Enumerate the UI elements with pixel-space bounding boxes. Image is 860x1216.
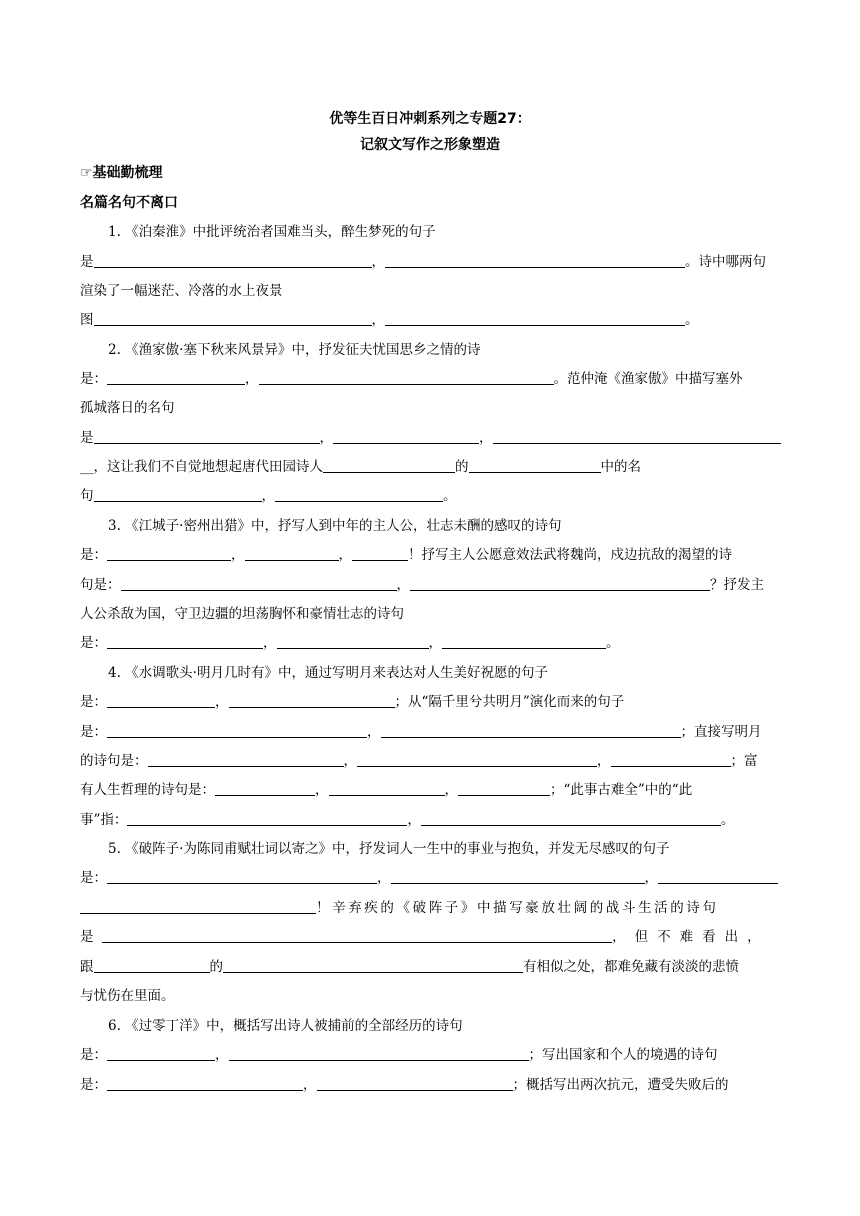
q5-prompt: 5. 《破阵子·为陈同甫赋壮词以寄之》中，抒发词人一生中的事业与抱负，并发无尽感叹的句子 bbox=[108, 841, 670, 857]
answer-blank[interactable] bbox=[102, 927, 612, 943]
comma: ， bbox=[371, 254, 385, 270]
answer-blank[interactable] bbox=[381, 722, 681, 738]
q4-prompt: 4. 《水调歌头·明月几时有》中，通过写明月来表达对人生美好祝愿的句子 bbox=[108, 665, 548, 681]
comma: ， bbox=[597, 753, 611, 769]
answer-blank[interactable] bbox=[385, 310, 685, 326]
subsection-heading: 名篇名句不离口 bbox=[80, 195, 178, 211]
answer-blank[interactable] bbox=[223, 957, 523, 973]
comma: ， bbox=[231, 547, 245, 563]
comma: ， bbox=[303, 1077, 317, 1093]
q5-text: ！辛弃疾的《破阵子》中描写豪放壮阔的战斗生活的诗句 bbox=[316, 900, 719, 916]
q4-line6 bbox=[80, 808, 782, 832]
document-title: 优等生百日冲刺系列之专题27： bbox=[329, 111, 531, 127]
comma: ， bbox=[215, 1047, 229, 1063]
answer-blank[interactable] bbox=[323, 457, 455, 473]
q4-text: 事”指： bbox=[80, 812, 128, 828]
q5-line6: 与忧伤在里面。 bbox=[80, 988, 175, 1004]
comma: ， bbox=[407, 812, 421, 828]
period: 。 bbox=[606, 635, 620, 651]
answer-blank[interactable] bbox=[317, 1075, 513, 1091]
comma: ， bbox=[315, 782, 329, 798]
comma: ， bbox=[644, 870, 658, 886]
answer-blank[interactable] bbox=[94, 957, 210, 973]
q6-line2 bbox=[80, 1043, 782, 1067]
q3-line5 bbox=[80, 631, 782, 655]
answer-blank[interactable] bbox=[148, 751, 344, 767]
q1-line4 bbox=[80, 308, 782, 332]
answer-blank[interactable] bbox=[357, 751, 597, 767]
q4-line2 bbox=[80, 690, 782, 714]
answer-blank[interactable] bbox=[329, 780, 445, 796]
q1-line2 bbox=[80, 250, 782, 274]
comma: ， bbox=[396, 577, 410, 593]
q2-text: 。范仲淹《渔家傲》中描写塞外 bbox=[553, 371, 743, 387]
q4-line4 bbox=[80, 749, 782, 773]
q3-line3 bbox=[80, 573, 782, 597]
answer-blank[interactable] bbox=[94, 428, 320, 444]
q5-text: 是： bbox=[80, 870, 107, 886]
answer-blank[interactable] bbox=[259, 369, 554, 385]
answer-blank[interactable] bbox=[215, 780, 315, 796]
q5-text: ，但不难看出， bbox=[612, 929, 770, 945]
q2-text: 是 bbox=[80, 430, 94, 446]
q2-text: 中的名 bbox=[600, 459, 641, 475]
answer-blank[interactable] bbox=[493, 428, 781, 444]
q4-text: ；“此事古难全”中的“此 bbox=[550, 782, 693, 798]
q2-text: 是： bbox=[80, 371, 107, 387]
q3-text: 是： bbox=[80, 635, 107, 651]
answer-blank[interactable] bbox=[107, 1075, 303, 1091]
q1-prompt: 1. 《泊秦淮》中批评统治者国难当头，醉生梦死的句子 bbox=[108, 224, 436, 240]
q6-prompt: 6. 《过零丁洋》中，概括写出诗人被捕前的全部经历的诗句 bbox=[108, 1018, 463, 1034]
q5-text: 是 bbox=[80, 929, 94, 945]
comma: ， bbox=[245, 371, 259, 387]
q4-text: 是： bbox=[80, 694, 107, 710]
answer-blank[interactable] bbox=[127, 810, 407, 826]
q4-line3 bbox=[80, 720, 782, 744]
q3-line2 bbox=[80, 543, 782, 567]
comma: ， bbox=[371, 312, 385, 328]
answer-blank[interactable] bbox=[94, 486, 262, 502]
q2-line3: 孤城落日的名句 bbox=[80, 400, 175, 416]
q2-text: __，这让我们不自觉地想起唐代田园诗人 bbox=[80, 459, 323, 475]
q5-text: 有相似之处，都难免藏有淡淡的悲愤 bbox=[523, 959, 739, 975]
q6-text: ；写出国家和个人的境遇的诗句 bbox=[528, 1047, 718, 1063]
comma: ， bbox=[319, 430, 333, 446]
answer-blank[interactable] bbox=[107, 868, 377, 884]
answer-blank[interactable] bbox=[245, 545, 339, 561]
q2-text: 句 bbox=[80, 488, 94, 504]
q6-line3 bbox=[80, 1073, 782, 1097]
answer-blank[interactable] bbox=[107, 1045, 215, 1061]
answer-blank[interactable] bbox=[611, 751, 731, 767]
q2-prompt: 2. 《渔家傲·塞下秋来风景异》中，抒发征夫忧国思乡之情的诗 bbox=[108, 342, 481, 358]
q4-text: ；富 bbox=[730, 753, 758, 769]
comma: ， bbox=[261, 488, 275, 504]
answer-blank[interactable] bbox=[80, 898, 316, 914]
q4-text: 是： bbox=[80, 724, 107, 740]
q3-text: ？抒发主 bbox=[710, 577, 764, 593]
document-subtitle: 记叙文写作之形象塑造 bbox=[360, 137, 500, 153]
answer-blank[interactable] bbox=[421, 810, 721, 826]
comma: ， bbox=[263, 635, 277, 651]
q4-line5 bbox=[80, 778, 782, 802]
q4-text: 的诗句是： bbox=[80, 753, 148, 769]
q3-text: 是： bbox=[80, 547, 107, 563]
comma: ， bbox=[428, 635, 442, 651]
q2-line4 bbox=[80, 426, 782, 450]
answer-blank[interactable] bbox=[410, 575, 710, 591]
q5-line4 bbox=[80, 925, 782, 949]
comma: ， bbox=[343, 753, 357, 769]
answer-blank[interactable] bbox=[277, 633, 429, 649]
answer-blank[interactable] bbox=[94, 252, 372, 268]
q1-text: 是 bbox=[80, 254, 94, 270]
comma: ， bbox=[338, 547, 352, 563]
q4-text: ；直接写明月 bbox=[680, 724, 762, 740]
answer-blank[interactable] bbox=[229, 692, 395, 708]
comma: ， bbox=[215, 694, 229, 710]
q1-line3: 渲染了一幅迷茫、冷落的水上夜景 bbox=[80, 283, 283, 299]
comma: ， bbox=[479, 430, 493, 446]
comma: ， bbox=[377, 870, 391, 886]
answer-blank[interactable] bbox=[469, 457, 601, 473]
answer-blank[interactable] bbox=[391, 868, 645, 884]
answer-blank[interactable] bbox=[275, 486, 443, 502]
q6-text: ；概括写出两次抗元，遭受失败后的 bbox=[512, 1077, 729, 1093]
period: 。 bbox=[443, 488, 457, 504]
answer-blank[interactable] bbox=[658, 868, 778, 884]
q3-prompt: 3. 《江城子·密州出猎》中，抒写人到中年的主人公，壮志未酬的感叹的诗句 bbox=[108, 518, 562, 534]
answer-blank[interactable] bbox=[442, 633, 606, 649]
q3-text: 句是： bbox=[80, 577, 121, 593]
answer-blank[interactable] bbox=[352, 545, 408, 561]
answer-blank[interactable] bbox=[107, 722, 367, 738]
comma: ， bbox=[444, 782, 458, 798]
q5-line5 bbox=[80, 955, 782, 979]
answer-blank[interactable] bbox=[94, 310, 372, 326]
answer-blank[interactable] bbox=[229, 1045, 529, 1061]
q5-text: 跟 bbox=[80, 959, 94, 975]
answer-blank[interactable] bbox=[121, 575, 397, 591]
period: 。 bbox=[720, 812, 735, 828]
q1-text: 图 bbox=[80, 312, 94, 328]
answer-blank[interactable] bbox=[385, 252, 685, 268]
q6-text: 是： bbox=[80, 1077, 107, 1093]
answer-blank[interactable] bbox=[107, 633, 263, 649]
q3-text: ！抒写主人公愿意效法武将魏尚，戍边抗敌的渴望的诗 bbox=[408, 547, 732, 563]
q5-text: 的 bbox=[209, 959, 223, 975]
q2-line2 bbox=[80, 367, 782, 391]
q1-text: 。 bbox=[685, 312, 699, 328]
q2-text: 的 bbox=[455, 459, 469, 475]
q1-text: 。诗中哪两句 bbox=[685, 254, 766, 270]
q5-line3 bbox=[80, 896, 782, 920]
q5-line2 bbox=[80, 866, 782, 890]
comma: ， bbox=[367, 724, 381, 740]
q6-text: 是： bbox=[80, 1047, 107, 1063]
q4-text: 有人生哲理的诗句是： bbox=[80, 782, 215, 798]
answer-blank[interactable] bbox=[458, 780, 550, 796]
answer-blank[interactable] bbox=[107, 545, 231, 561]
section-heading: ☞基础勤梳理 bbox=[80, 165, 163, 181]
answer-blank[interactable] bbox=[107, 692, 215, 708]
q2-line6 bbox=[80, 484, 782, 508]
q2-line5 bbox=[80, 455, 782, 479]
answer-blank[interactable] bbox=[107, 369, 245, 385]
q3-line4: 人公杀敌为国，守卫边疆的坦荡胸怀和豪情壮志的诗句 bbox=[80, 606, 404, 622]
q4-text: ；从“隔千里兮共明月”演化而来的句子 bbox=[394, 694, 625, 710]
answer-blank[interactable] bbox=[333, 428, 479, 444]
